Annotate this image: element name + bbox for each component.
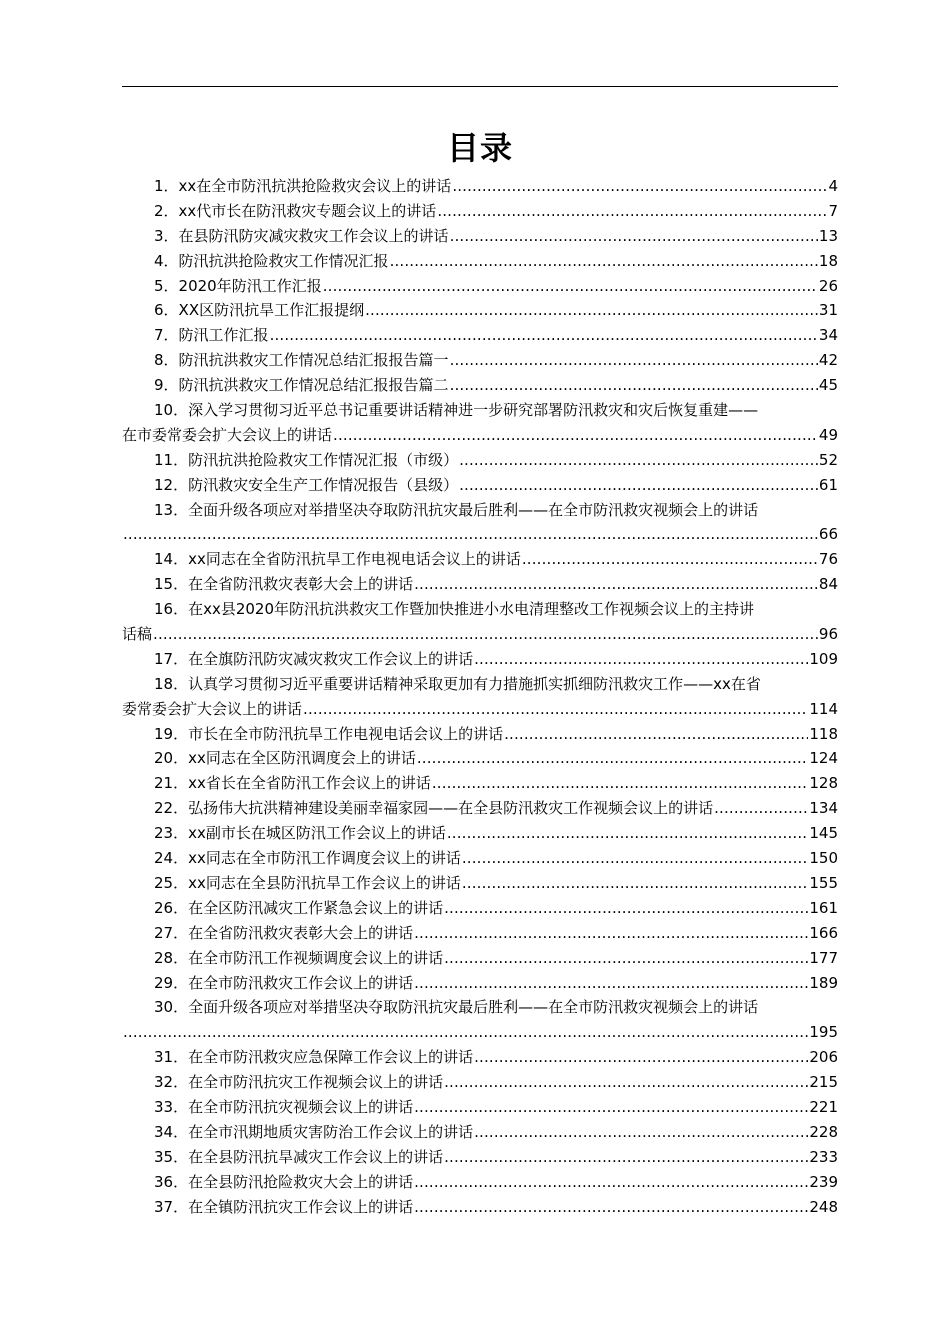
toc-entry-page: 18 <box>818 251 838 270</box>
toc-entry-title: xx同志在全省防汛抗旱工作电视电话会议上的讲话 <box>188 550 521 569</box>
toc-entry-number: 11． <box>154 450 189 469</box>
toc-entry-number: 32． <box>154 1073 189 1092</box>
toc-entry-title: 深入学习贯彻习近平总书记重要讲话精神进一步研究部署防汛救灾和灾后恢复重建—— <box>188 401 759 420</box>
toc-entry-page: 221 <box>809 1097 838 1116</box>
toc-entry[interactable] <box>122 647 838 672</box>
toc-entry-number: 21． <box>154 774 189 793</box>
toc-entry-number: 18． <box>154 674 189 693</box>
toc-entry-page: 31 <box>818 301 838 320</box>
dot-leader <box>390 249 818 274</box>
toc-entry-page: 4 <box>828 177 838 195</box>
toc-entry[interactable] <box>122 971 838 996</box>
toc-entry-number: 29． <box>154 973 189 992</box>
dot-leader <box>414 1095 808 1120</box>
toc-entry-number: 15． <box>154 575 189 594</box>
toc-entry-page: 195 <box>809 1023 838 1042</box>
toc-entry-page: 109 <box>809 649 838 668</box>
toc-entry-title: xx在全市防汛抗洪抢险救灾会议上的讲话 <box>178 177 452 195</box>
toc-entry-number: 33． <box>154 1097 189 1116</box>
dot-leader <box>323 274 818 299</box>
toc-entry-title: 在全市汛期地质灾害防治工作会议上的讲话 <box>188 1122 474 1141</box>
toc-entry[interactable] <box>122 199 838 224</box>
toc-entry-page: 128 <box>809 774 838 793</box>
toc-entry-page: 248 <box>809 1197 838 1216</box>
toc-entry-number: 25． <box>154 873 189 892</box>
toc-entry-title: 在全镇防汛抗灾工作会议上的讲话 <box>188 1197 414 1216</box>
dot-leader <box>459 473 818 498</box>
toc-entry-page: 228 <box>809 1122 838 1141</box>
toc-entry-number: 19． <box>154 724 189 743</box>
toc-entry[interactable] <box>122 323 838 348</box>
toc-entry-page: 239 <box>809 1172 838 1191</box>
dot-leader <box>474 1045 808 1070</box>
toc-entry-title: XX区防汛抗旱工作汇报提纲 <box>178 301 365 320</box>
toc-entry-number: 27． <box>154 923 189 942</box>
toc-entry[interactable] <box>122 722 838 747</box>
toc-entry-number: 28． <box>154 948 189 967</box>
toc-entry-page: 233 <box>809 1147 838 1166</box>
toc-entry-title-continued: 在市委常委会扩大会议上的讲话 <box>122 425 333 444</box>
dot-leader <box>437 199 827 224</box>
toc-entry-number: 14． <box>154 550 189 569</box>
dot-leader <box>414 572 818 597</box>
dot-leader <box>414 1170 808 1195</box>
toc-entry-page: 84 <box>818 575 838 594</box>
toc-entry-title: 在全市防汛抗灾工作视频会议上的讲话 <box>188 1073 444 1092</box>
toc-entry-page: 13 <box>818 226 838 245</box>
dot-leader <box>333 423 818 448</box>
toc-entry[interactable] <box>122 796 838 821</box>
toc-entry[interactable] <box>122 1095 838 1120</box>
toc-entry-page: 145 <box>809 824 838 843</box>
toc-entry[interactable] <box>122 771 838 796</box>
toc-entry-page: 161 <box>809 898 838 917</box>
toc-entry-page: 45 <box>818 376 838 395</box>
toc-entry-title: 在全市防汛抗灾视频会议上的讲话 <box>188 1097 414 1116</box>
toc-entry-page: 166 <box>809 923 838 942</box>
toc-entry[interactable] <box>122 498 838 548</box>
dot-leader <box>270 323 818 348</box>
toc-entry-title: 市长在全市防汛抗旱工作电视电话会议上的讲话 <box>188 724 504 743</box>
toc-entry[interactable] <box>122 572 838 597</box>
toc-entry-page: 118 <box>809 724 838 743</box>
toc-entry-page: 42 <box>818 351 838 370</box>
toc-entry-page: 114 <box>809 699 838 718</box>
toc-entry-number: 24． <box>154 849 189 868</box>
toc-entry[interactable] <box>122 547 838 572</box>
toc-entry-number: 3． <box>154 226 179 245</box>
toc-entry-title: 在全旗防汛防灾减灾救灾工作会议上的讲话 <box>188 649 474 668</box>
dot-leader <box>459 448 818 473</box>
toc-entry-title: 在全县防汛抗旱减灾工作会议上的讲话 <box>188 1147 444 1166</box>
toc-entry-page: 124 <box>809 749 838 768</box>
toc-entry-page: 96 <box>818 625 838 644</box>
dot-leader <box>450 348 818 373</box>
toc-entry[interactable] <box>122 224 838 249</box>
toc-entry-title: 防汛抗洪抢险救灾工作情况汇报（市级） <box>188 450 459 469</box>
toc-entry-title: 在全市防汛救灾应急保障工作会议上的讲话 <box>188 1048 474 1067</box>
toc-entry-number: 6． <box>154 301 179 320</box>
toc-entry-number: 30． <box>154 998 189 1017</box>
toc-entry[interactable] <box>122 249 838 274</box>
toc-entry[interactable] <box>122 1170 838 1195</box>
toc-entry-page: 52 <box>818 450 838 469</box>
dot-leader <box>444 896 808 921</box>
dot-leader <box>474 647 808 672</box>
toc-entry-number: 26． <box>154 898 189 917</box>
toc-entry-title: 在全省防汛救灾表彰大会上的讲话 <box>188 923 414 942</box>
toc-entry-title: 在全区防汛减灾工作紧急会议上的讲话 <box>188 898 444 917</box>
toc-entry-title: 在xx县2020年防汛抗洪救灾工作暨加快推进小水电清理整改工作视频会议上的主持讲 <box>188 600 755 619</box>
toc-entry-title: 在县防汛防灾减灾救灾工作会议上的讲话 <box>178 226 449 245</box>
toc-entry-title: xx同志在全市防汛工作调度会议上的讲话 <box>188 849 461 868</box>
dot-leader <box>153 622 818 647</box>
toc-entry-title: 全面升级各项应对举措坚决夺取防汛抗灾最后胜利——在全市防汛救灾视频会上的讲话 <box>188 998 759 1017</box>
dot-leader <box>450 373 818 398</box>
toc-entry-title: 2020年防汛工作汇报 <box>178 276 322 295</box>
toc-entry[interactable] <box>122 921 838 946</box>
dot-leader <box>414 1195 808 1220</box>
toc-entry-number: 35． <box>154 1147 189 1166</box>
toc-entry[interactable] <box>122 348 838 373</box>
toc-entry-page: 206 <box>809 1048 838 1067</box>
toc-entry-number: 8． <box>154 351 179 370</box>
dot-leader <box>444 1070 808 1095</box>
toc-entry-page: 26 <box>818 276 838 295</box>
dot-leader <box>474 1120 808 1145</box>
header-rule <box>122 86 838 87</box>
toc-entry[interactable] <box>122 174 838 199</box>
toc-entry[interactable] <box>122 821 838 846</box>
dot-leader <box>303 697 808 722</box>
dot-leader <box>504 722 808 747</box>
toc-entry-page: 177 <box>809 948 838 967</box>
toc-entry-number: 7． <box>154 326 179 345</box>
toc-entry[interactable] <box>122 1120 838 1145</box>
toc-entry[interactable] <box>122 1070 838 1095</box>
toc-entry-title: 认真学习贯彻习近平重要讲话精神采取更加有力措施抓实抓细防汛救灾工作——xx在省 <box>188 674 761 693</box>
dot-leader <box>462 846 809 871</box>
toc-entry-number: 5． <box>154 276 179 295</box>
dot-leader <box>714 796 808 821</box>
toc-entry-title: 在全省防汛救灾表彰大会上的讲话 <box>188 575 414 594</box>
toc-entry[interactable] <box>122 1145 838 1170</box>
toc-entry-number: 10． <box>154 401 189 420</box>
toc-entry[interactable] <box>122 896 838 921</box>
toc-entry[interactable] <box>122 597 838 647</box>
dot-leader <box>123 522 818 547</box>
toc-entry-page: 7 <box>828 201 838 220</box>
toc-entry-number: 1． <box>154 177 179 195</box>
toc-entry-title: xx同志在全区防汛调度会上的讲话 <box>188 749 416 768</box>
toc-entry[interactable] <box>122 274 838 299</box>
toc-entry[interactable] <box>122 846 838 871</box>
toc-entry-number: 2． <box>154 201 179 220</box>
toc-entry-page: 49 <box>818 425 838 444</box>
toc-entry-number: 36． <box>154 1172 189 1191</box>
toc-entry-number: 13． <box>154 500 189 519</box>
toc-entry-title: 防汛工作汇报 <box>178 326 269 345</box>
toc-entry-number: 31． <box>154 1048 189 1067</box>
toc-entry-page: 34 <box>818 326 838 345</box>
toc-entry[interactable] <box>122 672 838 722</box>
dot-leader <box>444 946 808 971</box>
toc-entry-title: xx副市长在城区防汛工作会议上的讲话 <box>188 824 446 843</box>
toc-entry-title: 在全市防汛工作视频调度会议上的讲话 <box>188 948 444 967</box>
dot-leader <box>452 174 827 199</box>
toc-entry-page: 66 <box>818 525 838 544</box>
toc-entry[interactable] <box>122 473 838 498</box>
dot-leader <box>414 921 808 946</box>
dot-leader <box>432 771 809 796</box>
toc-entry-title: 在全县防汛抢险救灾大会上的讲话 <box>188 1172 414 1191</box>
toc-entry-page: 150 <box>809 849 838 868</box>
toc-entry[interactable] <box>122 946 838 971</box>
toc-entry-page: 61 <box>818 475 838 494</box>
toc-entry[interactable] <box>122 1195 838 1220</box>
dot-leader <box>365 298 818 323</box>
dot-leader <box>462 871 809 896</box>
dot-leader <box>450 224 818 249</box>
toc-entry-page: 134 <box>809 799 838 818</box>
toc-entry[interactable] <box>122 373 838 398</box>
toc-entry-number: 9． <box>154 376 179 395</box>
toc-entry[interactable] <box>122 1045 838 1070</box>
toc-entry-title: 在全市防汛救灾工作会议上的讲话 <box>188 973 414 992</box>
toc-entry-title: xx同志在全县防汛抗旱工作会议上的讲话 <box>188 873 461 892</box>
toc-entry-title: 防汛救灾安全生产工作情况报告（县级） <box>188 475 459 494</box>
toc-entry[interactable] <box>122 995 838 1045</box>
toc-entry[interactable] <box>122 298 838 323</box>
dot-leader <box>417 746 809 771</box>
toc-entry[interactable] <box>122 398 838 448</box>
toc-entry-number: 12． <box>154 475 189 494</box>
toc-entry-page: 76 <box>818 550 838 569</box>
toc-entry-title: 防汛抗洪抢险救灾工作情况汇报 <box>178 251 389 270</box>
dot-leader <box>444 1145 808 1170</box>
toc-entry-number: 34． <box>154 1122 189 1141</box>
toc-entry-number: 4． <box>154 251 179 270</box>
toc-entry-number: 37． <box>154 1197 189 1216</box>
toc-heading: 目录 <box>446 129 513 167</box>
toc-entry[interactable] <box>122 871 838 896</box>
toc-entry-title-continued: 委常委会扩大会议上的讲话 <box>122 699 303 718</box>
toc-entry-number: 22． <box>154 799 189 818</box>
dot-leader <box>447 821 809 846</box>
toc-entry-page: 155 <box>809 873 838 892</box>
toc-entry-number: 16． <box>154 600 189 619</box>
toc-entry-title-continued: 话稿 <box>122 625 153 644</box>
dot-leader <box>123 1020 808 1045</box>
toc-entry[interactable] <box>122 746 838 771</box>
toc-entry-title: 防汛抗洪救灾工作情况总结汇报报告篇二 <box>178 376 449 395</box>
toc-entry-title: 防汛抗洪救灾工作情况总结汇报报告篇一 <box>178 351 449 370</box>
toc-entry-number: 17． <box>154 649 189 668</box>
dot-leader <box>522 547 818 572</box>
toc-entry-title: xx代市长在防汛救灾专题会议上的讲话 <box>178 201 437 220</box>
toc-entry[interactable] <box>122 448 838 473</box>
dot-leader <box>414 971 808 996</box>
toc-entry-number: 23． <box>154 824 189 843</box>
toc-entry-page: 189 <box>809 973 838 992</box>
toc-entry-title: xx省长在全省防汛工作会议上的讲话 <box>188 774 431 793</box>
toc-entry-title: 全面升级各项应对举措坚决夺取防汛抗灾最后胜利——在全市防汛救灾视频会上的讲话 <box>188 500 759 519</box>
toc-entry-page: 215 <box>809 1073 838 1092</box>
toc-entry-number: 20． <box>154 749 189 768</box>
toc-entry-title: 弘扬伟大抗洪精神建设美丽幸福家园——在全县防汛救灾工作视频会议上的讲话 <box>188 799 714 818</box>
table-of-contents <box>122 174 838 1219</box>
